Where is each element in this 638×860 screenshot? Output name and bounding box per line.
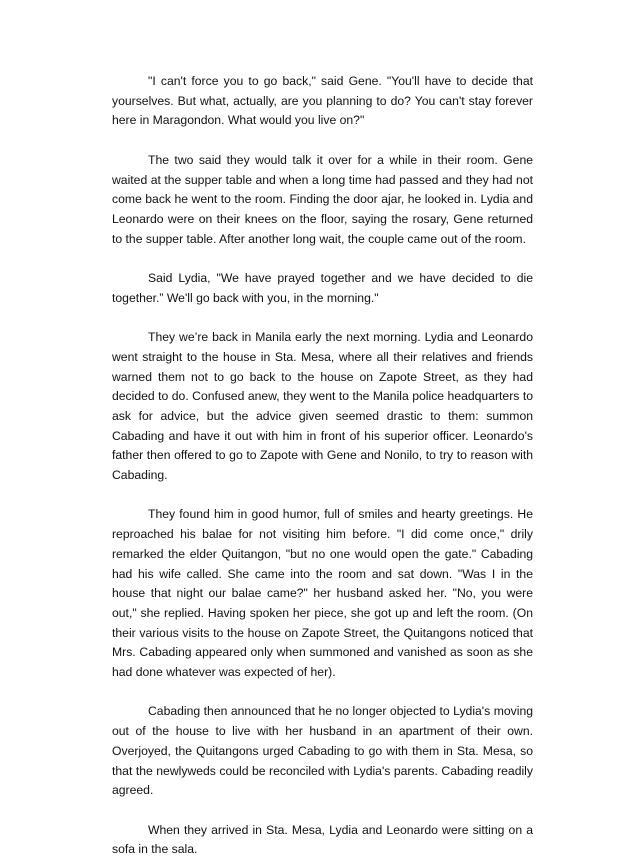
paragraph-3: Said Lydia, "We have prayed together and we have decided to die together.” We'll go back with you, in the morning." [112, 271, 533, 305]
body-text [112, 72, 533, 860]
paragraph-5: They found him in good humor, full of smiles and hearty greetings. He reproached his balae for not visiting him before. "I did come once," drily remarked the elder Quitangon, "but no one would open the gate." Cabading had his wife called. She came into the room and sat down. "Was I in the house that night our balae came?" her husband asked her. "No, you were out," she replied. Having spoken her piece, she got up and left the room. (On their various visits to the house on Zapote Street, the Quitangons noticed that Mrs. Cabading appeared only when summoned and vanished as soon as she had done whatever was expected of her). [112, 507, 533, 680]
paragraph-4: They we’re back in Manila early the next morning. Lydia and Leonardo went straight to the house in Sta. Mesa, where all their relatives and friends warned them not to go back to the house on Zapote Street, as they had decided to do. Confused anew, they went to the Manila police headquarters to ask for advice, but the advice given seemed drastic to them: summon Cabading and have it out with him in front of his superior officer. Leonardo's father then offered to go to Zapote with Gene and Nonilo, to try to reason with Cabading. [112, 330, 533, 483]
paragraph-7: When they arrived in Sta. Mesa, Lydia and Leonardo were sitting on a sofa in the sala. [112, 822, 533, 857]
paragraph-6: Cabading then announced that he no longer objected to Lydia's moving out of the house to live with her husband in an apartment of their own. Overjoyed, the Quitangons urged Cabading to go with them in Sta. Mesa, so that the newlyweds could be reconciled with Lydia's parents. Cabading readily agreed. [112, 704, 533, 798]
paragraph-2: The two said they would talk it over for a while in their room. Gene waited at the supper table and when a long time had passed and they had not come back he went to the room. Finding the door ajar, he looked in. Lydia and Leonardo were on their knees on the floor, saying the rosary, Gene returned to the supper table. After another long wait, the couple came out of the room. [112, 152, 533, 246]
paragraph-1: "I can't force you to go back," said Gene. "You'll have to decide that yourselves. But what, actually, are you planning to do? You can't stay forever here in Maragondon. What would you live on?" [112, 74, 533, 128]
